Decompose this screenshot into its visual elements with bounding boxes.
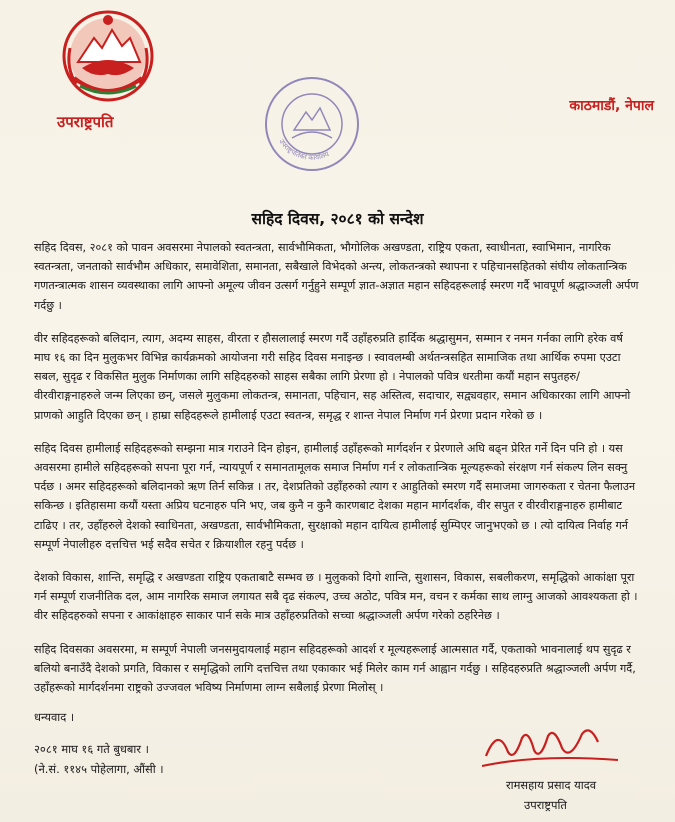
message-body: [34, 238, 642, 697]
signatory-title: उपराष्ट्रपति: [524, 798, 567, 812]
message-title: सहिद दिवस, २०८१ को सन्देश: [251, 210, 424, 228]
location: काठमाडौं, नेपाल: [569, 98, 654, 114]
office-stamp: [262, 74, 362, 174]
paragraph-1: सहिद दिवस, २०८१ को पावन अवसरमा नेपालको स्वतन्त्रता, सार्वभौमिकता, भौगोलिक अखण्डता, राष्ट्रिय एकता, स्वाधीनता, स्वाभिमान, नागरिक स्वतन्त्रता, जनताको सार्वभौम अधिकार, समावेशिता, समानता, सबैखाले विभेदको अन्त्य, लोकतन्त्रको स्थापना र पहिचानसहितको संघीय लोकतान्त्रिक गणतन्त्रात्मक शासन व्यवस्थाका लागि आफ्नो अमूल्य जीवन उत्सर्ग गर्नुहुने सम्पूर्ण ज्ञात-अज्ञात महान सहिदहरूलाई स्मरण गर्दै भावपूर्ण श्रद्धाञ्जली अर्पण गर्दछु ।: [34, 241, 639, 312]
signatory-name: रामसहाय प्रसाद यादव: [506, 778, 597, 792]
date-line-2: (ने.सं. ११४५ पोहेलागा, औंसी ।: [34, 762, 164, 776]
paragraph-4: देशको विकास, शान्ति, समृद्धि र अखण्डता राष्ट्रिय एकताबाटै सम्भव छ । मुलुकको दिगो शान्ति, सुशासन, विकास, सबलीकरण, समृद्धिको आकांक्षा पूरा गर्न सम्पूर्ण राजनीतिक दल, आम नागरिक समाज लगायत सबै दृढ संकल्प, उच्च अठोट, पवित्र मन, वचन र कर्मका साथ लाग्नु आजको आवश्यकता हो । वीर सहिदहरुको सपना र आकांक्षाहरु साकार पार्न सके मात्र उहाँहरुप्रतिको सच्चा श्रद्धाञ्जली अर्पण गरेको ठहरिनेछ ।: [34, 571, 638, 623]
thanks-text: धन्यवाद ।: [34, 710, 75, 724]
date-line-1: २०८१ माघ १६ गते बुधबार ।: [34, 742, 149, 756]
handwritten-signature-icon: [478, 716, 628, 776]
svg-text:उपराष्ट्रपतिको कार्यालय: उपराष्ट्रपतिको कार्यालय: [277, 137, 331, 162]
paragraph-3: सहिद दिवस हामीलाई सहिदहरूको सम्झना मात्र गराउने दिन होइन, हामीलाई उहाँहरूको मार्गदर्शन र प्रेरणाले अघि बढ्न प्रेरित गर्ने दिन पनि हो । यस अवसरमा हामीले सहिदहरूको सपना पूरा गर्न, न्यायपूर्ण र समानतामूलक समाज निर्माण गर्न र लोकतान्त्रिक मूल्यहरूको संरक्षण गर्न संकल्प लिन सक्नु पर्दछ । अमर सहिदहरूको बलिदानको ऋण तिर्न सकिन्न । तर, देशप्रतिको उहाँहरुको त्याग र आहुतिको स्मरण गर्दै समाजमा जागरुकता र चेतना फैलाउन सकिन्छ । इतिहासमा कयौं यस्ता अप्रिय घटनाहरु पनि भए, जब कुनै न कुनै कारणबाट देशका महान मार्गदर्शक, वीर सपुत र वीरवीराङ्गनाहरु हामीबाट टाढिए । तर, उहाँहरुले देशको स्वाधिनता, अखण्डता, सार्वभौमिकता, सुरक्षाको महान दायित्व हामीलाई सुम्पिएर जानुभएको छ । त्यो दायित्व निर्वाह गर्न सम्पूर्ण नेपालीहरु दत्तचित्त भई सदैव सचेत र क्रियाशील रहनु पर्दछ ।: [34, 441, 636, 551]
nepal-coat-of-arms-icon: [60, 8, 156, 106]
paragraph-2: वीर सहिदहरूको बलिदान, त्याग, अदम्य साहस, वीरता र हौसलालाई स्मरण गर्दै उहाँहरुप्रति हार्दिक श्रद्धासुमन, सम्मान र नमन गर्नका लागि हरेक वर्ष माघ १६ का दिन मुलुकभर विभिन्न कार्यक्रमको आयोजना गरी सहिद दिवस मनाइन्छ । स्वावलम्बी अर्थतन्त्रसहित सामाजिक तथा आर्थिक रुपमा एउटा सबल, सुदृढ र विकसित मुलुक निर्माणका लागि सहिदहरुको साहस सबैका लागि प्रेरणा हो । नेपालको पवित्र धरतीमा कयौं महान सपुतहरु/वीरवीराङ्गनाहरुले जन्म लिएका छन्, जसले मुलुकमा लोकतन्त्र, समानता, पहिचान, सह अस्तित्व, सदाचार, सद्व्यवहार, समान अधिकारका लागि आफ्नो प्राणको आहुति दिएका छन् । हाम्रा सहिदहरूले हामीलाई एउटा स्वतन्त्र, समृद्ध र शान्त नेपाल निर्माण गर्न प्रेरणा प्रदान गरेको छ ।: [34, 331, 631, 422]
paragraph-5: सहिद दिवसका अवसरमा, म सम्पूर्ण नेपाली जनसमुदायलाई महान सहिदहरूको आदर्श र मूल्यहरूलाई आत्मसात गर्दै, एकताको भावनालाई थप सुदृढ र बलियो बनाउँदै देशको प्रगति, विकास र समृद्धिको लागि दत्तचित्त तथा एकाकार भई मिलेर काम गर्न आह्वान गर्दछु । सहिदहरुप्रति श्रद्धाञ्जली अर्पण गर्दै, उहाँहरूको मार्गदर्शनमा राष्ट्रको उज्जवल भविष्य निर्माणमा लाग्न सबैलाई प्रेरणा मिलोस् ।: [34, 642, 636, 695]
office-name: उपराष्ट्रपति: [57, 113, 114, 131]
